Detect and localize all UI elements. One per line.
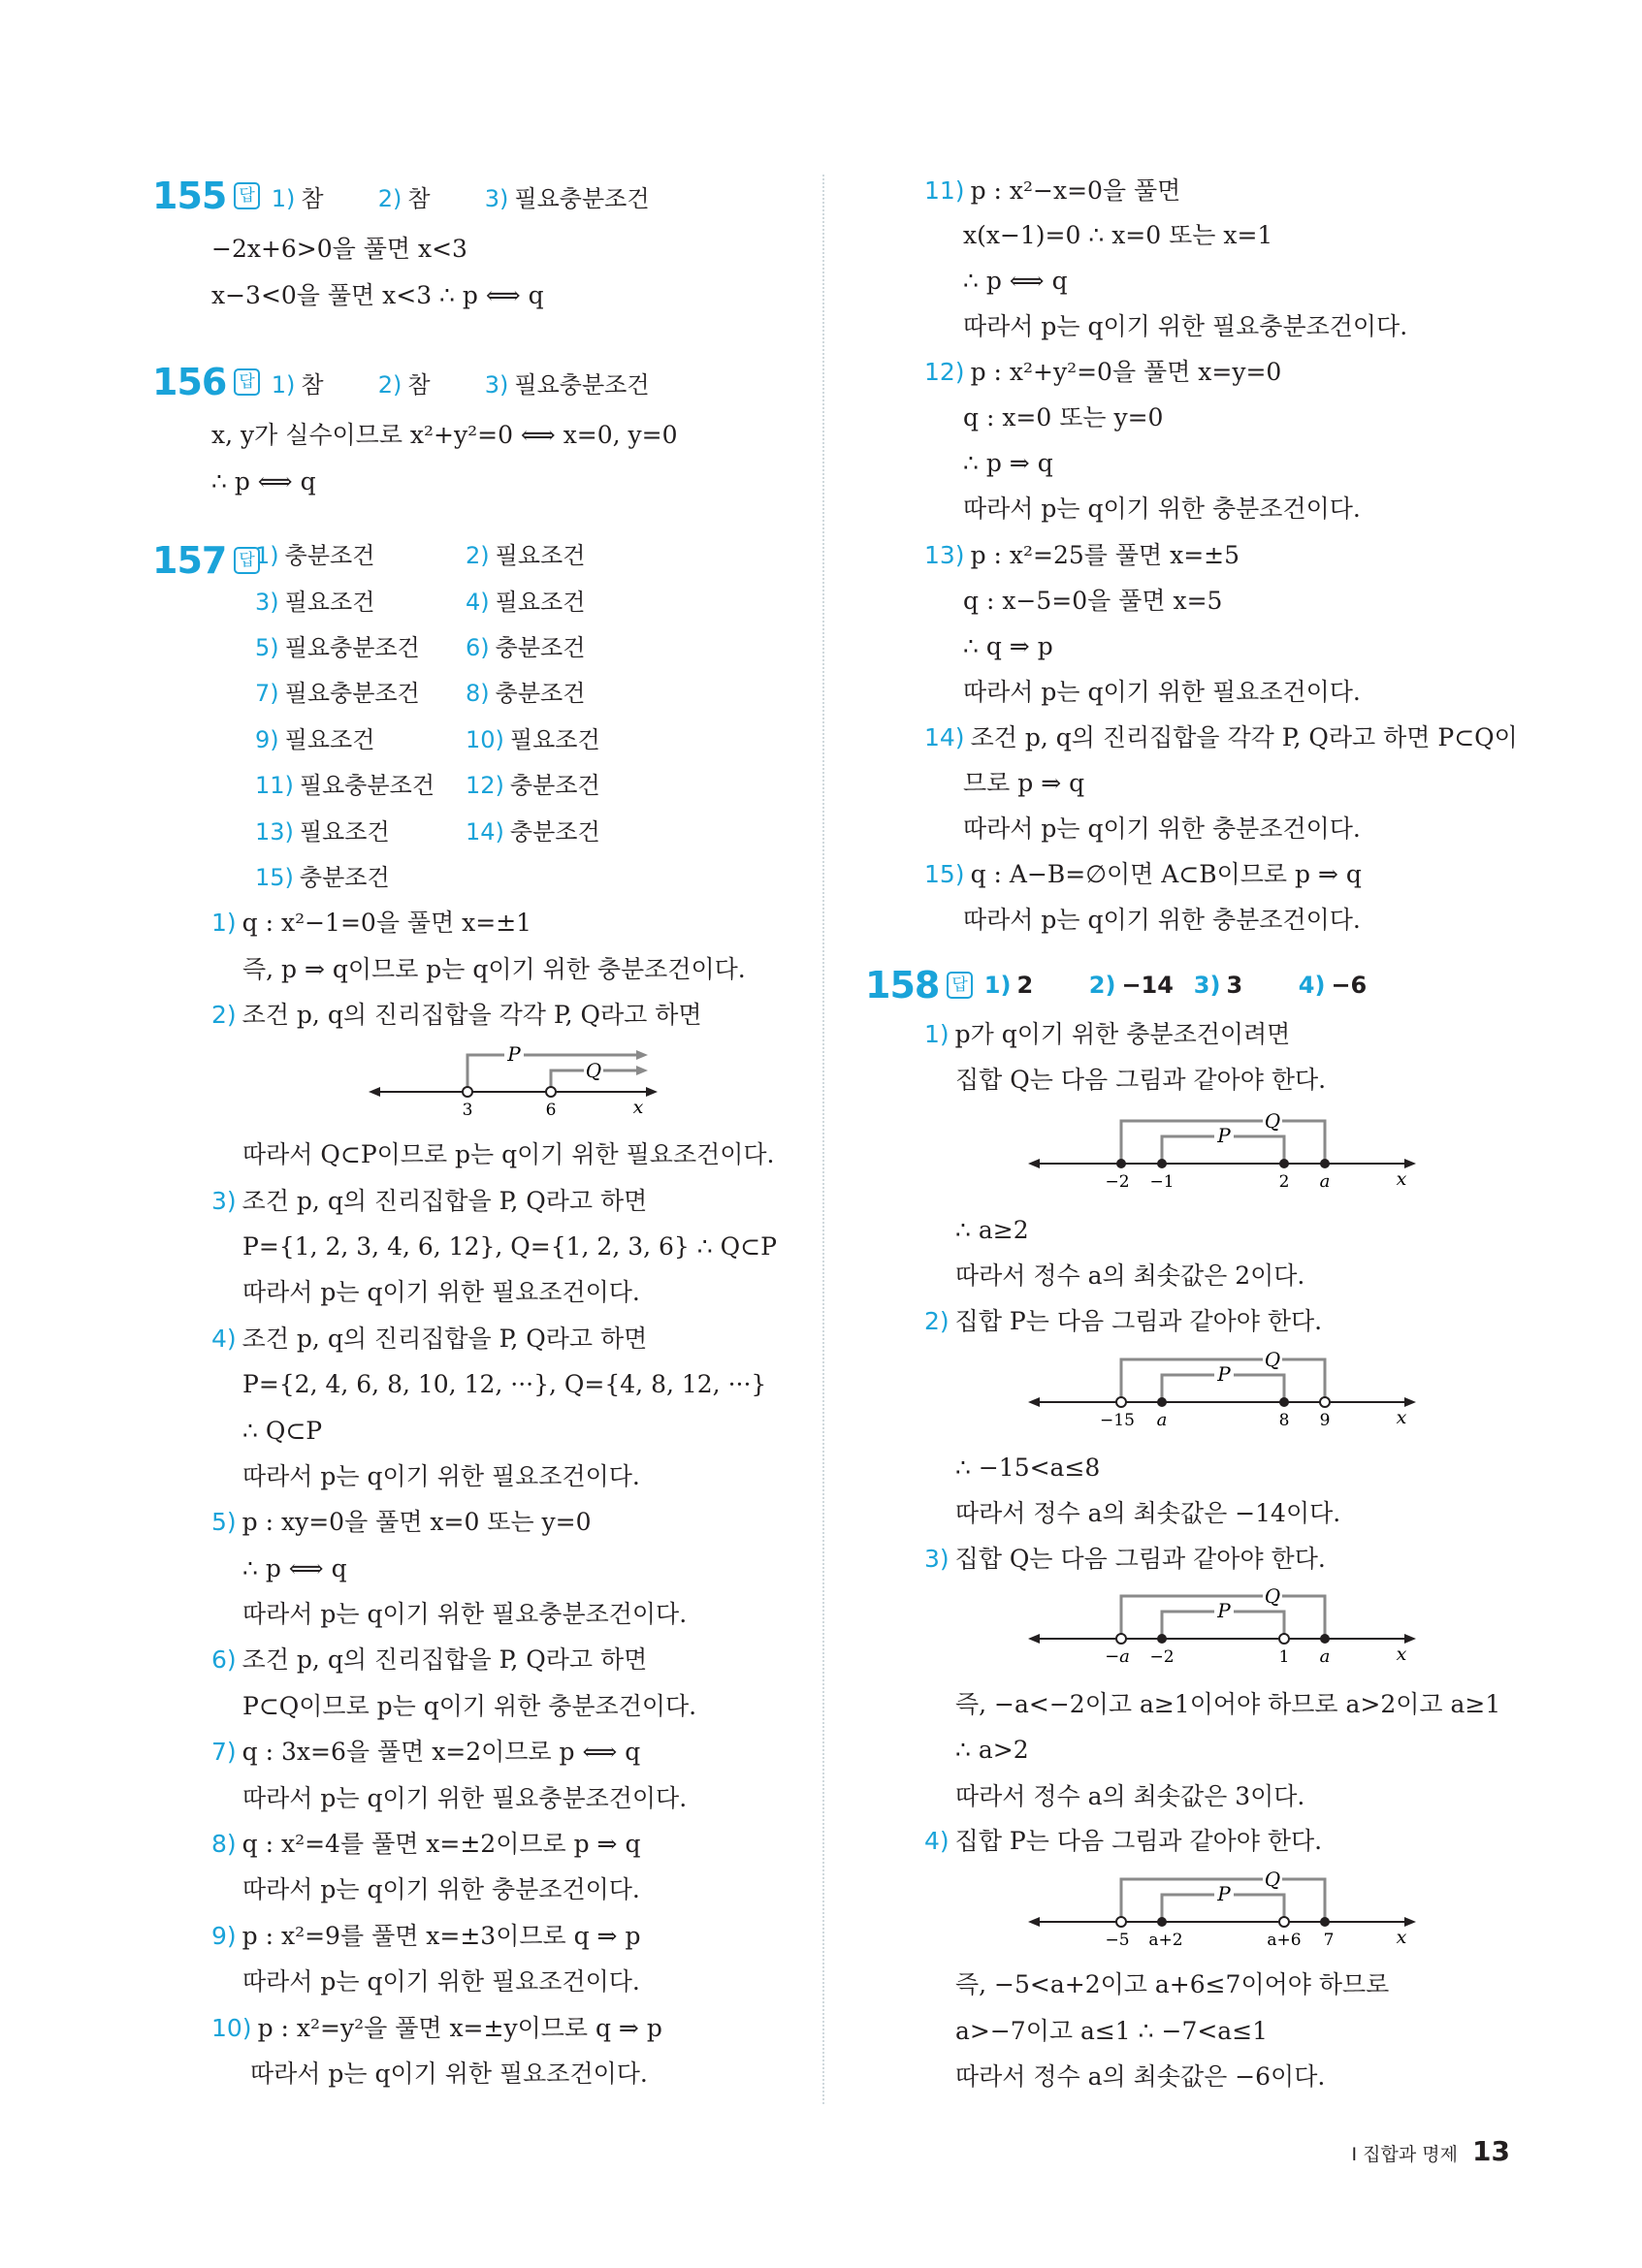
open-point (546, 1087, 556, 1097)
tick-label: 9 (1319, 1411, 1331, 1430)
answer-item: 11) 필요충분조건 (255, 772, 435, 799)
column-divider (822, 175, 824, 2104)
answer-item: 4) 필요조건 (466, 589, 586, 616)
answer-item: 9) 필요조건 (255, 726, 375, 753)
label-Q: Q (1264, 1586, 1281, 1608)
tick-label: −5 (1105, 1931, 1130, 1950)
answer-item: 15) 충분조건 (255, 864, 390, 891)
axis-arrow-left (369, 1087, 380, 1097)
solution-line: a>−7이고 a≤1 ∴ −7<a≤1 (955, 2017, 1269, 2045)
number-line-figure (1028, 1111, 1416, 1198)
tick-label: a (1156, 1410, 1168, 1430)
label-Q: Q (1264, 1869, 1281, 1891)
number-line-figure (1028, 1586, 1416, 1674)
label-Q: Q (1264, 1350, 1281, 1371)
solution-line: 12) p : x²+y²=0을 풀면 x=y=0 (924, 358, 1282, 386)
solution-line: 집합 Q는 다음 그림과 같아야 한다. (955, 1066, 1327, 1094)
solution-line: 따라서 p는 q이기 위한 충분조건이다. (963, 906, 1361, 934)
solution-line: x, y가 실수이므로 x²+y²=0 ⟺ x=0, y=0 (211, 421, 678, 449)
axis-label-x: x (1396, 1644, 1407, 1665)
tick-label: −2 (1149, 1647, 1175, 1667)
axis-label-x: x (632, 1097, 644, 1117)
number-line-figure (1028, 1350, 1416, 1437)
q158-header (865, 964, 1367, 1006)
solution-line: 11) p : x²−x=0을 풀면 (924, 176, 1181, 205)
answer-item: 3) 필요충분조건 (484, 184, 650, 212)
solution-line: 므로 p ⇒ q (963, 769, 1085, 797)
label-P: P (1217, 1882, 1231, 1905)
solution-line: x(x−1)=0 ∴ x=0 또는 x=1 (963, 221, 1273, 249)
solution-line: 따라서 p는 q이기 위한 필요충분조건이다. (242, 1600, 688, 1628)
solution-line: 3) 조건 p, q의 진리집합을 P, Q라고 하면 (211, 1187, 648, 1215)
q156-header (152, 361, 650, 403)
question-number: 155 (152, 175, 227, 217)
answer-item: 8) 충분조건 (466, 680, 586, 707)
set-Q-arrow (636, 1066, 648, 1075)
solution-line: 따라서 p는 q이기 위한 필요조건이다. (242, 1278, 640, 1306)
solution-line: 3) 집합 Q는 다음 그림과 같아야 한다. (924, 1545, 1326, 1573)
tick-label: 8 (1278, 1411, 1290, 1430)
number-line-figure (1028, 1869, 1416, 1957)
tick-label: a (1319, 1646, 1331, 1667)
tick-label: 7 (1323, 1931, 1335, 1950)
q157-header (152, 539, 272, 582)
solution-line: 2) 조건 p, q의 진리집합을 각각 P, Q라고 하면 (211, 1001, 702, 1029)
answer-item: 4) −6 (1298, 972, 1368, 999)
solution-line: 1) p가 q이기 위한 충분조건이려면 (924, 1020, 1291, 1048)
solution-line: −2x+6>0을 풀면 x<3 (211, 235, 467, 263)
tick-label: 2 (1278, 1172, 1290, 1192)
solution-line: 15) q : A−B=∅이면 A⊂B이므로 p ⇒ q (924, 860, 1362, 888)
set-P-arrow (636, 1050, 648, 1060)
solution-line: 8) q : x²=4를 풀면 x=±2이므로 p ⇒ q (211, 1830, 641, 1858)
answer-item: 3) 3 (1193, 972, 1243, 999)
solution-line: 따라서 Q⊂P이므로 p는 q이기 위한 필요조건이다. (242, 1140, 775, 1168)
tick-label: 3 (462, 1101, 473, 1117)
axis-label-x: x (1396, 1168, 1407, 1190)
number-line-figure (369, 1039, 660, 1117)
open-point (463, 1087, 472, 1097)
solution-line: q : x−5=0을 풀면 x=5 (963, 587, 1223, 615)
answer-item: 3) 필요충분조건 (484, 370, 650, 399)
chapter-title: Ⅰ 집합과 명제 (1351, 2144, 1458, 2165)
solution-line: 따라서 정수 a의 최솟값은 3이다. (955, 1782, 1305, 1810)
solution-line: 따라서 정수 a의 최솟값은 −14이다. (955, 1499, 1341, 1527)
solution-line: 즉, −a<−2이고 a≥1이어야 하므로 a>2이고 a≥1 (955, 1690, 1501, 1718)
solution-line: 따라서 p는 q이기 위한 필요조건이다. (242, 1462, 640, 1490)
answer-item: 2) −14 (1088, 972, 1174, 999)
tick-label: −2 (1105, 1172, 1130, 1192)
question-number: 156 (152, 361, 227, 403)
label-P: P (507, 1042, 521, 1066)
answer-item: 6) 충분조건 (466, 634, 586, 661)
answer-item: 2) 필요조건 (466, 542, 586, 569)
solution-line: 즉, −5<a+2이고 a+6≤7이어야 하므로 (955, 1970, 1390, 1998)
solution-line: 따라서 p는 q이기 위한 충분조건이다. (242, 1875, 640, 1903)
answer-badge: 답 (234, 547, 259, 574)
answer-badge: 답 (947, 972, 972, 999)
solution-line: ∴ q ⇒ p (963, 632, 1053, 660)
solution-line: 6) 조건 p, q의 진리집합을 P, Q라고 하면 (211, 1645, 648, 1674)
question-number: 157 (152, 539, 227, 582)
label-P: P (1217, 1362, 1231, 1386)
tick-label: −1 (1149, 1172, 1175, 1192)
q155-header (152, 175, 650, 217)
answer-item: 1) 참 (271, 370, 324, 399)
label-P: P (1217, 1599, 1231, 1622)
solution-line: 따라서 정수 a의 최솟값은 2이다. (955, 1262, 1305, 1290)
answer-item: 3) 필요조건 (255, 589, 375, 616)
answer-badge: 답 (234, 182, 259, 209)
solution-line: 따라서 p는 q이기 위한 충분조건이다. (963, 815, 1361, 843)
solution-line: 따라서 p는 q이기 위한 필요조건이다. (250, 2060, 648, 2088)
answer-item: 1) 참 (271, 184, 324, 212)
solution-line: q : x=0 또는 y=0 (963, 403, 1164, 431)
answer-item: 5) 필요충분조건 (255, 634, 420, 661)
solution-line: ∴ p ⇒ q (963, 449, 1053, 477)
answer-item: 7) 필요충분조건 (255, 680, 420, 707)
answer-badge: 답 (234, 368, 259, 396)
tick-label: −15 (1100, 1411, 1135, 1430)
answer-item: 1) 충분조건 (255, 542, 375, 569)
solution-line: ∴ a>2 (955, 1736, 1029, 1764)
page-number: 13 (1472, 2135, 1510, 2167)
answer-item: 2) 참 (377, 370, 431, 399)
label-Q: Q (585, 1059, 602, 1082)
solution-line: 따라서 p는 q이기 위한 필요충분조건이다. (242, 1784, 688, 1812)
solution-line: ∴ a≥2 (955, 1216, 1029, 1244)
solution-line: 따라서 p는 q이기 위한 필요조건이다. (963, 678, 1361, 706)
axis-arrow-right (646, 1087, 658, 1097)
solution-line: x−3<0을 풀면 x<3 ∴ p ⟺ q (211, 281, 544, 309)
solution-line: ∴ p ⟺ q (211, 467, 316, 495)
set-P-bracket (467, 1055, 640, 1092)
solution-line: 4) 조건 p, q의 진리집합을 P, Q라고 하면 (211, 1325, 648, 1353)
solution-line: ∴ p ⟺ q (242, 1554, 347, 1582)
solution-line: 14) 조건 p, q의 진리집합을 각각 P, Q라고 하면 P⊂Q이 (924, 723, 1518, 751)
solution-line: 즉, p ⇒ q이므로 p는 q이기 위한 충분조건이다. (242, 955, 746, 983)
answer-item: 10) 필요조건 (466, 726, 600, 753)
solution-line: P={1, 2, 3, 4, 6, 12}, Q={1, 2, 3, 6} ∴ Q⊂P (242, 1232, 777, 1261)
solution-line: 13) p : x²=25를 풀면 x=±5 (924, 541, 1240, 569)
solution-line: 따라서 정수 a의 최솟값은 −6이다. (955, 2062, 1326, 2091)
answer-item: 13) 필요조건 (255, 818, 390, 846)
page-footer (1351, 2135, 1510, 2167)
axis-label-x: x (1396, 1927, 1407, 1948)
solution-line: 따라서 p는 q이기 위한 필요조건이다. (242, 1967, 640, 1996)
solution-line: 1) q : x²−1=0을 풀면 x=±1 (211, 909, 532, 937)
solution-line: 10) p : x²=y²을 풀면 x=±y이므로 q ⇒ p (211, 2014, 662, 2042)
axis-label-x: x (1396, 1407, 1407, 1428)
solution-line: ∴ Q⊂P (242, 1417, 323, 1445)
tick-label: a+6 (1267, 1931, 1302, 1950)
solution-line: 따라서 p는 q이기 위한 필요충분조건이다. (963, 312, 1408, 340)
solution-line: P⊂Q이므로 p는 q이기 위한 충분조건이다. (242, 1692, 697, 1720)
solution-line: 9) p : x²=9를 풀면 x=±3이므로 q ⇒ p (211, 1922, 641, 1950)
tick-label: 6 (545, 1101, 557, 1117)
solution-line: 2) 집합 P는 다음 그림과 같아야 한다. (924, 1307, 1323, 1335)
tick-label: 1 (1278, 1647, 1290, 1667)
answer-item: 14) 충분조건 (466, 818, 600, 846)
tick-label: a+2 (1148, 1931, 1183, 1950)
solution-line: P={2, 4, 6, 8, 10, 12, ···}, Q={4, 8, 12, ···} (242, 1370, 767, 1398)
label-P: P (1217, 1124, 1231, 1147)
label-Q: Q (1264, 1111, 1281, 1133)
tick-label: −a (1105, 1646, 1130, 1667)
solution-line: 5) p : xy=0을 풀면 x=0 또는 y=0 (211, 1508, 592, 1536)
solution-line: 따라서 p는 q이기 위한 충분조건이다. (963, 495, 1361, 523)
question-number: 158 (865, 964, 940, 1006)
solution-line: 7) q : 3x=6을 풀면 x=2이므로 p ⟺ q (211, 1738, 641, 1766)
answer-item: 2) 참 (377, 184, 431, 212)
solution-line: ∴ p ⟺ q (963, 267, 1068, 295)
answer-item: 12) 충분조건 (466, 772, 600, 799)
answer-item: 1) 2 (983, 972, 1034, 999)
tick-label: a (1319, 1171, 1331, 1192)
solution-line: 4) 집합 P는 다음 그림과 같아야 한다. (924, 1827, 1323, 1855)
solution-line: ∴ −15<a≤8 (955, 1453, 1101, 1482)
